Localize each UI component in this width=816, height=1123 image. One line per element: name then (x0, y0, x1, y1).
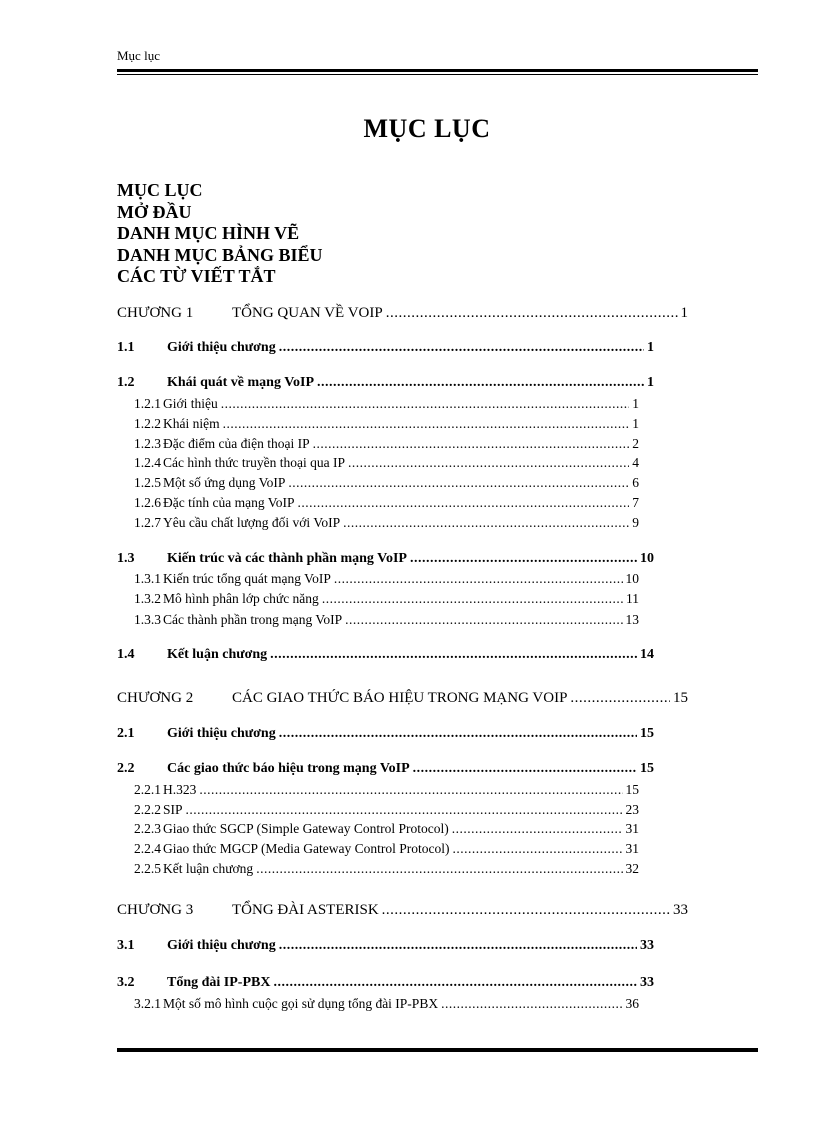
toc-entry-number: 2.2.1 (134, 782, 161, 797)
running-header: Mục lục (117, 48, 160, 63)
toc-dot-leader (413, 761, 637, 777)
toc-entry-section[interactable] (117, 551, 654, 567)
toc-entry-number: 2.2.2 (134, 802, 161, 817)
front-matter-item: DANH MỤC HÌNH VẼ (117, 223, 300, 243)
toc-entry-page: 1 (632, 396, 639, 411)
toc-entry-sub[interactable] (134, 782, 639, 798)
toc-dot-leader (221, 396, 629, 412)
toc-dot-leader (441, 996, 622, 1012)
toc-entry-number: 3.2.1 (134, 996, 161, 1011)
front-matter-item: MỤC LỤC (117, 180, 203, 200)
toc-entry-section[interactable] (117, 726, 654, 742)
toc-dot-leader (386, 305, 678, 322)
toc-entry-page: 23 (625, 802, 639, 817)
toc-dot-leader (317, 375, 644, 391)
toc-entry-sub[interactable] (134, 515, 639, 531)
toc-entry-page: 15 (625, 782, 639, 797)
toc-entry-label: Yêu cầu chất lượng đối với VoIP (163, 515, 341, 530)
toc-entry-page: 4 (632, 455, 639, 470)
toc-entry-page: 36 (625, 996, 639, 1011)
toc-dot-leader (313, 436, 630, 452)
toc-dot-leader (334, 571, 623, 587)
toc-dot-leader (186, 802, 623, 818)
toc-entry-page: 33 (673, 902, 688, 918)
toc-entry-sub[interactable] (134, 475, 639, 491)
toc-dot-leader (279, 340, 644, 356)
toc-entry-page: 31 (625, 821, 639, 836)
toc-dot-leader (570, 690, 670, 707)
toc-entry-label: Khái niệm (163, 416, 220, 431)
toc-entry-label: Các hình thức truyền thoại qua IP (163, 455, 346, 470)
toc-entry-label: Kết luận chương (163, 861, 254, 876)
toc-entry-sub[interactable] (134, 571, 639, 587)
toc-entry-number: CHƯƠNG 1 (117, 305, 194, 321)
toc-entry-page: 13 (625, 612, 639, 627)
toc-entry-page: 1 (647, 340, 654, 355)
toc-entry-label: Giới thiệu chương (167, 340, 276, 355)
toc-entry-sub[interactable] (134, 841, 639, 857)
toc-entry-number: 2.2.4 (134, 841, 161, 856)
toc-entry-chapter[interactable] (117, 305, 688, 322)
toc-entry-page: 33 (640, 975, 654, 990)
toc-dot-leader (223, 416, 630, 432)
toc-entry-label: SIP (163, 802, 183, 817)
toc-entry-label: Giới thiệu chương (167, 938, 276, 953)
toc-dot-leader (343, 515, 629, 531)
toc-entry-section[interactable] (117, 938, 654, 954)
toc-entry-label: Giao thức SGCP (Simple Gateway Control Protocol) (163, 821, 449, 836)
toc-dot-leader (279, 726, 637, 742)
toc-entry-label: Giao thức MGCP (Media Gateway Control Protocol) (163, 841, 450, 856)
toc-dot-leader (382, 902, 670, 919)
toc-dot-leader (453, 841, 623, 857)
toc-entry-number: 1.2.4 (134, 455, 161, 470)
toc-entry-number: CHƯƠNG 3 (117, 902, 194, 918)
toc-entry-page: 1 (680, 305, 688, 321)
toc-entry-section[interactable] (117, 647, 654, 663)
toc-entry-label: Giới thiệu chương (167, 726, 276, 741)
toc-entry-page: 10 (625, 571, 639, 586)
toc-entry-page: 1 (632, 416, 639, 431)
toc-entry-number: 1.3 (117, 551, 135, 566)
page-title: MỤC LỤC (363, 114, 491, 143)
toc-entry-label: Một số ứng dụng VoIP (163, 475, 286, 490)
toc-entry-sub[interactable] (134, 821, 639, 837)
front-matter-list (117, 180, 323, 288)
toc-entry-section[interactable] (117, 340, 654, 356)
toc-entry-page: 32 (625, 861, 639, 876)
toc-entry-number: 2.2.5 (134, 861, 161, 876)
toc-entry-page: 1 (647, 375, 654, 390)
toc-entry-sub[interactable] (134, 802, 639, 818)
toc-entry-label: Đặc tính của mạng VoIP (163, 495, 295, 510)
toc-entry-label: Các thành phần trong mạng VoIP (163, 612, 343, 627)
toc-entry-number: CHƯƠNG 2 (117, 690, 194, 706)
toc-entry-label: Kết luận chương (167, 647, 268, 662)
toc-entry-number: 1.2.6 (134, 495, 161, 510)
toc-dot-leader (297, 495, 629, 511)
toc-entry-number: 1.2.1 (134, 396, 161, 411)
header-rule-thick (117, 69, 758, 72)
toc-dot-leader (270, 647, 637, 663)
toc-entry-number: 3.2 (117, 975, 135, 990)
toc-entry-page: 9 (632, 515, 639, 530)
toc-entry-sub[interactable] (134, 861, 639, 877)
toc-entry-chapter[interactable] (117, 690, 688, 707)
toc-entry-label: Tổng đài IP-PBX (167, 975, 271, 990)
toc-entry-number: 1.3.3 (134, 612, 161, 627)
toc-entry-sub[interactable] (134, 996, 639, 1012)
toc-entry-label: TỔNG ĐÀI ASTERISK (232, 902, 379, 918)
toc-entry-page: 10 (640, 551, 654, 566)
toc-entry-sub[interactable] (134, 612, 639, 628)
toc-entry-label: Kiến trúc tổng quát mạng VoIP (163, 571, 331, 586)
toc-entry-number: 1.3.2 (134, 591, 161, 606)
toc-dot-leader (410, 551, 637, 567)
toc-dot-leader (452, 821, 623, 837)
toc-entry-number: 2.1 (117, 726, 135, 741)
toc-dot-leader (279, 938, 637, 954)
toc-dot-leader (322, 591, 623, 607)
toc-entry-page: 15 (640, 761, 654, 776)
footer-rule (117, 1048, 758, 1052)
toc-entry-label: Giới thiệu (163, 396, 218, 411)
toc-dot-leader (345, 612, 622, 628)
toc-entry-section[interactable] (117, 761, 654, 777)
toc-entry-number: 1.1 (117, 340, 135, 355)
toc-entry-number: 1.4 (117, 647, 135, 662)
toc-entry-page: 2 (632, 436, 639, 451)
toc-entry-number: 1.3.1 (134, 571, 161, 586)
toc-entry-label: TỔNG QUAN VỀ VOIP (232, 305, 383, 321)
toc-entry-page: 15 (673, 690, 688, 706)
toc-entry-label: Các giao thức báo hiệu trong mạng VoIP (167, 761, 410, 776)
toc-entry-sub[interactable] (134, 495, 639, 511)
front-matter-item: DANH MỤC BẢNG BIỂU (117, 244, 323, 265)
toc-entry-page: 15 (640, 726, 654, 741)
toc-entry-label: Khái quát về mạng VoIP (167, 375, 315, 390)
header-rule-thin (117, 74, 758, 75)
toc-entry-number: 1.2.7 (134, 515, 161, 530)
toc-dot-leader (273, 975, 637, 991)
toc-entry-page: 14 (640, 647, 654, 662)
toc-entry-sub[interactable] (134, 416, 639, 432)
front-matter-item: MỞ ĐẦU (117, 201, 192, 222)
toc-entry-number: 1.2.3 (134, 436, 161, 451)
toc-entry-sub[interactable] (134, 591, 639, 607)
toc-entry-label: H.323 (163, 782, 197, 797)
toc-entry-section[interactable] (117, 375, 654, 391)
toc-entry-sub[interactable] (134, 455, 639, 471)
toc-entry-section[interactable] (117, 975, 654, 991)
toc-entry-sub[interactable] (134, 436, 639, 452)
toc-dot-leader (348, 455, 629, 471)
toc-dot-leader (256, 861, 622, 877)
toc-entry-number: 1.2.2 (134, 416, 161, 431)
toc-entry-label: CÁC GIAO THỨC BÁO HIỆU TRONG MẠNG VOIP (232, 690, 568, 706)
toc-entry-page: 6 (632, 475, 639, 490)
toc-entry-chapter[interactable] (117, 902, 688, 919)
toc-entry-number: 2.2.3 (134, 821, 161, 836)
toc-entry-number: 1.2.5 (134, 475, 161, 490)
toc-entry-label: Một số mô hình cuộc gọi sử dụng tổng đài IP-PBX (163, 996, 439, 1011)
toc-entry-label: Kiến trúc và các thành phần mạng VoIP (167, 551, 407, 566)
toc-dot-leader (199, 782, 622, 798)
toc-dot-leader (288, 475, 629, 491)
toc-entry-page: 33 (640, 938, 654, 953)
toc-entry-label: Mô hình phân lớp chức năng (163, 591, 319, 606)
toc-entry-label: Đặc điểm của điện thoại IP (163, 436, 310, 451)
toc-entry-page: 11 (626, 591, 639, 606)
toc-entry-number: 2.2 (117, 761, 135, 776)
front-matter-item: CÁC TỪ VIẾT TẮT (117, 266, 276, 286)
toc-entry-number: 3.1 (117, 938, 135, 953)
toc-entry-page: 31 (625, 841, 639, 856)
toc-entry-page: 7 (632, 495, 639, 510)
toc-entry-number: 1.2 (117, 375, 135, 390)
toc-entry-sub[interactable] (134, 396, 639, 412)
